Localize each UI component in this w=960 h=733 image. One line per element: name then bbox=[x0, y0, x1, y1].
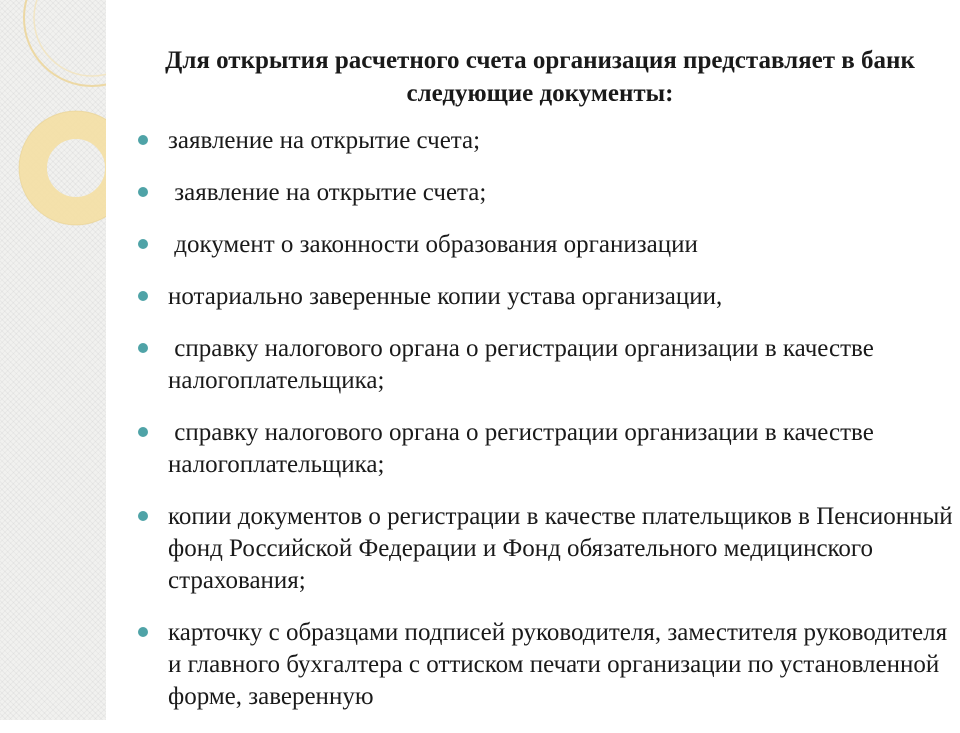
list-item bbox=[138, 177, 953, 209]
list-item-text: справку налогового органа о регистрации организации в качестве налогоплательщика; bbox=[168, 419, 881, 478]
decorative-arc-outer bbox=[24, 0, 106, 86]
bullet-icon bbox=[138, 239, 148, 249]
list-item-text: нотариально заверенные копии устава организации, bbox=[168, 283, 723, 310]
slide-title bbox=[120, 44, 960, 110]
list-item bbox=[138, 333, 953, 397]
bullet-icon bbox=[138, 627, 148, 637]
list-item-text: заявление на открытие счета; bbox=[168, 179, 487, 206]
decorative-rings bbox=[0, 0, 106, 720]
list-item bbox=[138, 501, 959, 597]
list-item bbox=[138, 617, 953, 713]
bullet-icon bbox=[138, 511, 148, 521]
slide-title-line-1: Для открытия расчетного счета организация представляет в банк bbox=[165, 47, 915, 74]
bullet-icon bbox=[138, 343, 148, 353]
bullet-icon bbox=[138, 427, 148, 437]
bullet-icon bbox=[138, 135, 148, 145]
list-item bbox=[138, 281, 953, 313]
list-item-text: документ о законности образования организации bbox=[168, 231, 698, 258]
list-item bbox=[138, 417, 953, 481]
list-item-text: карточку с образцами подписей руководителя, заместителя руководителя и главного бухгалтера с оттиском печати организации по установленной форме, заверенную bbox=[168, 619, 954, 710]
list-item-text: заявление на открытие счета; bbox=[168, 127, 481, 154]
decorative-ring bbox=[33, 125, 106, 211]
list-item-text: копии документов о регистрации в качестве плательщиков в Пенсионный фонд Российской Федерации и Фонд обязательного медицинского страхования; bbox=[168, 503, 959, 594]
list-item bbox=[138, 125, 953, 157]
list-item bbox=[138, 229, 953, 261]
decorative-arc-inner bbox=[34, 0, 106, 76]
bullet-icon bbox=[138, 187, 148, 197]
document-list bbox=[138, 125, 959, 733]
slide-title-line-2: следующие документы: bbox=[406, 80, 674, 107]
bullet-icon bbox=[138, 291, 148, 301]
list-item-text: справку налогового органа о регистрации организации в качестве налогоплательщика; bbox=[168, 335, 881, 394]
decorative-side-strip bbox=[0, 0, 106, 720]
